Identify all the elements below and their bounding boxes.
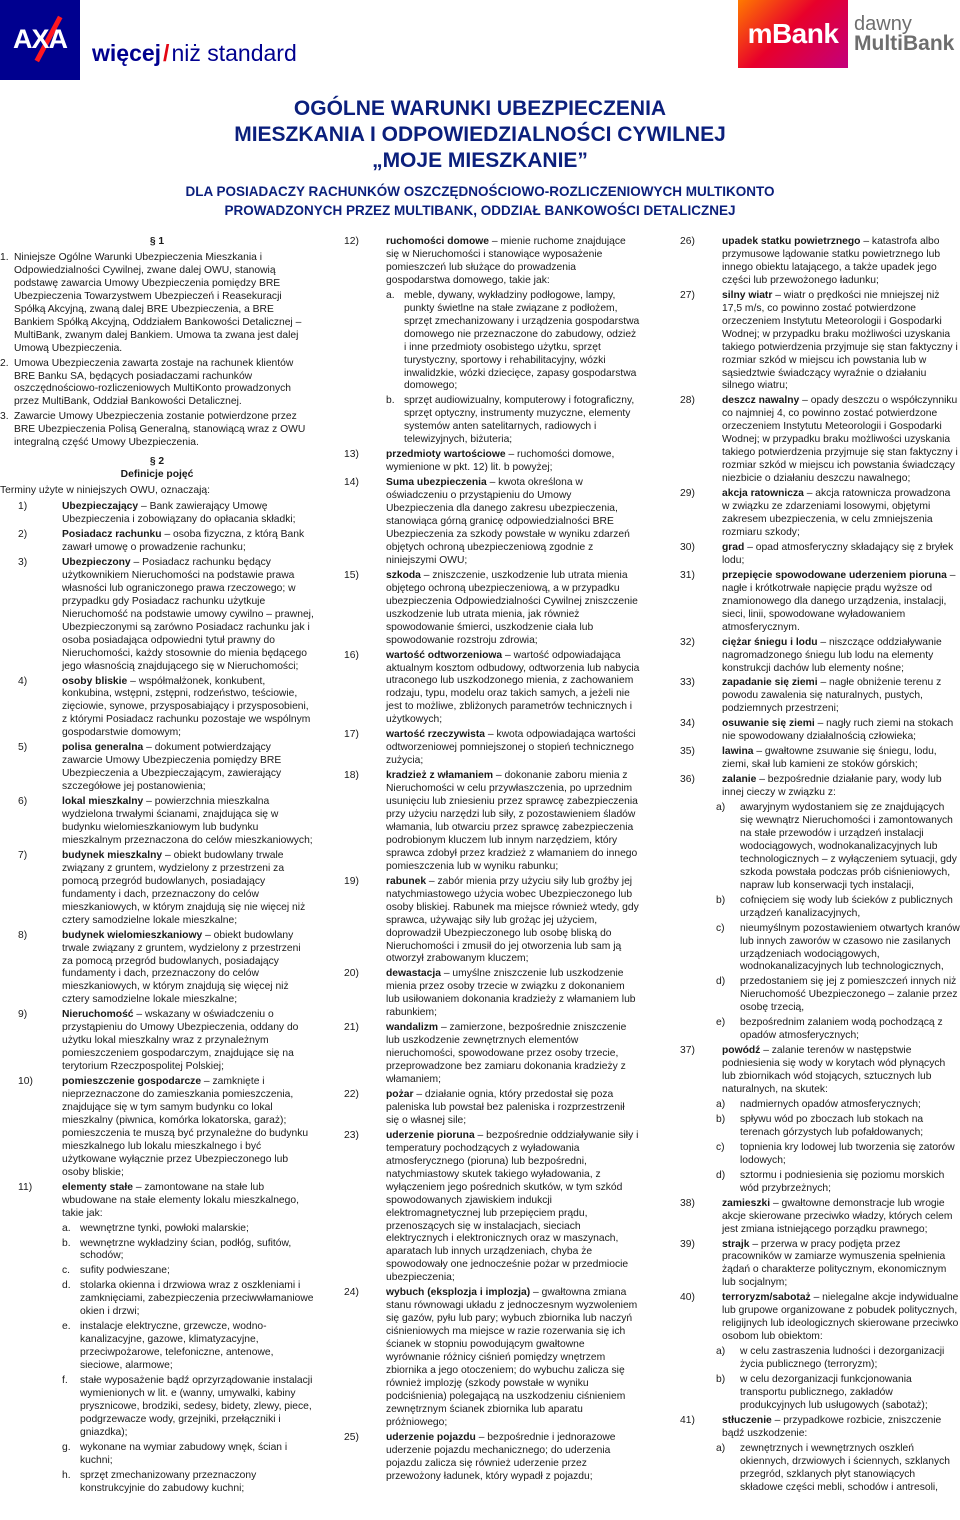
definitions-list-1 [0,501,314,1496]
definition-text: – kwota odpowiadająca wartości odtworzeniowej pomniejszonej o stopień technicznego zużycia; [386,729,636,767]
definition-number: 35) [680,746,695,758]
column-3 [676,236,960,1497]
subitem-letter: a. [386,289,395,301]
definition-subitem [0,1321,314,1373]
title-line1: OGÓLNE WARUNKI UBEZPIECZENIA [293,97,667,120]
subitem-text: topnienia kry lodowej lub tworzenia się zatorów lodowych; [740,1141,955,1166]
definition-text: – bezpośrednie działanie pary, wody lub innej cieczy w związku z: [722,774,942,799]
definition-number: 22) [344,1089,359,1100]
definition-number: 14) [344,477,359,489]
definition-term: budynek mieszkalny [62,849,163,861]
subitem-text: stolarka okienna i drzwiowa wraz z oszkleniami i zamknięciami, zabezpieczenia przeciwwłamaniowe okien i drzwi; [80,1280,314,1318]
definition-text: – zamontowane na stałe lub wbudowane na stałe elementy lokalu mieszkalnego, takie jak: [62,1181,299,1219]
definition-text: – gwałtowne demonstracje lub wrogie akcje skierowane przeciwko władzy, których celem jest zmiana istniejącego porządku prawnego; [722,1197,953,1235]
definition-number: 21) [344,1022,359,1034]
definition-text: – powierzchnia mieszkalna wydzielona trwałymi ścianami, znajdująca się w budynku wielomieszkaniowym lub budynku mieszkalnym przeznaczona do celów mieszkaniowych; [62,796,313,846]
definition-item [676,570,960,635]
definition-number: 11) [18,1181,33,1193]
dawny-line2: MultiBank [854,32,955,55]
definition-item [340,477,640,568]
s1-paragraph [0,252,314,356]
subitem-letter: c) [716,922,725,934]
definition-number: 16) [344,649,359,661]
subitem-letter: a) [716,1442,726,1454]
definition-number: 26) [680,236,695,247]
definition-item [340,650,640,728]
section-2-heading: § 2 [149,456,165,468]
subitem-letter: e. [62,1321,71,1333]
definition-subitem [0,1375,314,1440]
definition-item [0,850,314,928]
definition-item [340,1022,640,1087]
definition-subitem [0,1470,314,1496]
definition-term: elementy stałe [62,1181,133,1193]
definition-term: budynek wielomieszkaniowy [62,929,203,941]
definition-term: powódź [722,1045,761,1057]
definition-item [676,236,960,288]
definition-item [676,774,960,800]
definition-number: 2) [18,529,28,541]
definition-item [0,557,314,674]
definition-number: 34) [680,718,695,730]
s1-p2-text: Umowa Ubezpieczenia zawarta zostaje na rachunek klientów BRE Banku SA, będących posiadaczami rachunków oszczędnościowo-rozliczeniowych MultiKonto prowadzonych przez MultiBank, Oddział Bankowości Detalicznej. [14,357,294,408]
definition-text: – ruchomości domowe, wymienione w pkt. 12) lit. b powyżej; [386,449,615,474]
definition-term: ruchomości domowe [386,236,489,247]
definition-text: – zniszczenie, uszkodzenie lub utrata mienia objętego ochroną ubezpieczeniową, a w przypadku ubezpieczenia Odpowiedzialności Cywilnej zniszczenie uszkodzenie lub utrata mienia, jak również spowodowanie śmierci, uszkodzenie ciała lub spowodowanie rozstroju zdrowia; [386,569,638,646]
definition-subitem [676,1099,960,1112]
definition-item [676,1045,960,1097]
definition-text: – współmałżonek, konkubent, konkubina, wstępni, zstępni, rodzeństwo, teściowie, zięciowie, synowe, przysposabiający i przysposobieni, z którymi Posiadacz rachunku pozostaje we wspólnym gospodarstwie domowym; [62,675,311,739]
subitem-letter: a) [716,1099,726,1110]
definition-text: – działanie ognia, który przedostał się poza paleniska lub powstał bez paleniska i rozprzestrzenił się o własnej sile; [386,1089,625,1126]
dawny-line1: dawny [854,13,912,35]
subitem-letter: a. [62,1222,71,1234]
subitem-text: cofnięciem się wody lub ścieków z publicznych urządzeń kanalizacyjnych, [740,894,953,919]
subitem-letter: a) [716,802,726,814]
subitem-letter: b) [716,894,726,906]
definition-number: 10) [18,1076,33,1088]
definition-subitem [676,1142,960,1168]
definition-item [340,729,640,768]
definition-item [0,529,314,555]
axa-tagline [92,40,297,67]
definition-term: wartość odtworzeniowa [386,649,503,661]
definition-subitem [0,1238,314,1264]
definition-term: rabunek [386,875,427,887]
definition-text: – zamknięte i nieprzeznaczone do zamieszkania pomieszczenia, znajdujące się w tym samym budynku co lokal mieszkalny (piwnica, komórka lokatorska, garaż); pomieszczenia te muszą być przynależne do budynku mieszkalnego lub lokalu mieszkalnego i być użytkowane wyłącznie przez Ubezpieczonego lub osoby bliskie; [62,1076,309,1178]
definition-subitem [0,1442,314,1468]
definition-number: 37) [680,1045,695,1057]
definition-subitem [676,802,960,893]
definition-number: 19) [344,875,359,887]
definition-term: Suma ubezpieczenia [386,477,487,489]
title-line5: PROWADZONYCH PRZEZ MULTIBANK, ODDZIAŁ BANKOWOŚCI DETALICZNEJ [224,203,736,218]
subitem-letter: b. [62,1237,71,1249]
subitem-letter: g. [62,1441,71,1453]
definition-number: 40) [680,1292,695,1304]
dawny-multibank [854,14,954,54]
definition-item [676,1292,960,1344]
definition-item [0,796,314,848]
definition-subitem [676,1346,960,1372]
definition-text: – dokonanie zaboru mienia z Nieruchomości w celu przywłaszczenia, po uprzednim usunięciu lub zniesieniu przez sprawcę zabezpieczenia przy użyciu narzędzi lub siły, z pozostawieniem śladów włamania, lub otwarciu przez sprawcę zabezpieczenia podrobionym kluczem lub innym narzędziem, który sprawca zdobył przez kradzież z włamaniem do innego pomieszczenia lub w wyniku rabunku; [386,770,638,872]
definition-term: stłuczenie [722,1414,772,1426]
definition-number: 20) [344,968,359,980]
definition-number: 25) [344,1431,359,1443]
definition-item [676,1239,960,1291]
tagline-rest: niż standard [171,40,297,66]
subitem-letter: f. [62,1375,68,1387]
definition-subitem [676,895,960,921]
definitions-intro: Terminy użyte w niniejszych OWU, oznaczają: [0,485,211,497]
definition-term: strajk [722,1238,750,1250]
definition-term: Nieruchomość [62,1009,134,1021]
axa-logo-text: AXA [12,24,67,54]
definition-term: wartość rzeczywista [386,729,486,741]
definition-text: – wskazany w oświadczeniu o przystąpieniu do Umowy Ubezpieczenia, oddany do użytku lokal mieszkalny wraz z przynależnym pomieszczeniem gospodarczym, znajdujące się na terytorium Rzeczpospolitej Polskiej; [62,1009,299,1073]
definition-item [0,1009,314,1074]
definition-number: 9) [18,1009,28,1021]
definition-subitem [340,395,640,447]
definition-term: Ubezpieczający [62,501,139,513]
definition-term: silny wiatr [722,289,773,301]
definition-subitem [0,1223,314,1236]
definition-text: – nagłe obniżenie terenu z powodu zawalenia się naturalnych, pustych, podziemnych przestrzeni; [722,677,942,715]
s1-paragraph [0,358,314,410]
definition-number: 3) [18,556,28,568]
definition-number: 38) [680,1197,695,1209]
definition-number: 27) [680,289,695,301]
s1-p2-number: 2. [0,357,9,369]
definition-number: 5) [18,742,28,754]
definition-item [676,395,960,486]
subitem-text: sufity podwieszane; [80,1265,170,1277]
definition-text: – bezpośrednie oddziaływanie siły i temperatury pochodzących z wyładowania atmosferycznego (pioruna) lub bezpośredni, natychmiastowy skutek takiego wyładowania, z wyłączeniem jego pośrednich skutków, w tym szkód spowodowanych zjawiskiem indukcji elektromagnetycznej lub przepięciem prądu, przenoszących się w instalacjach, sieciach elektrycznych i elektronicznych oraz w maszynach, aparatach lub innych urządzeniach, chyba że spowodowały one jednocześnie pożar w przedmiocie ubezpieczenia; [386,1129,639,1284]
definition-text: – nagłe i krótkotrwałe napięcie prądu wyższe od znamionowego dla danego urządzenia, instalacji, sieci, linii, spowodowane wyładowaniem atmosferycznym. [722,569,956,633]
s1-p3-number: 3. [0,411,9,423]
subitem-letter: b. [386,395,395,407]
definition-term: osoby bliskie [62,675,128,687]
definition-number: 7) [18,849,28,861]
definition-text: – zabór mienia przy użyciu siły lub groźby jej natychmiastowego użycia wobec Ubezpieczonego lub osoby bliskiej. Rabunek ma miejsce również wtedy, gdy sprawca, używając siły lub grożąc jej użyciem, doprowadził Ubezpieczonego lub osobę bliską do Nieruchomości i zmusił do jej otworzenia lub sam ją otworzył zrabowanym kluczem; [386,875,639,965]
definition-text: – obiekt budowlany trwale związany z gruntem, wydzielony z przestrzeni za pomocą przegród budowlanych, posiadający fundamenty i dach, przeznaczony do celów mieszkaniowych, w którym znajdują się więcej niż cztery samodzielne lokale mieszkalne; [62,929,301,1006]
definition-text: – przerwa w pracy podjęta przez pracowników w zamiarze wymuszenia spełnienia żądań o charakterze politycznym, ekonomicznym lub socjalnym; [722,1238,947,1289]
definition-term: przepięcie spowodowane uderzeniem pioruna [722,569,947,581]
subitem-text: nieumyślnym pozostawieniem otwartych kranów lub innych zaworów w czasowo nie zasilanych urządzeniach wodociągowych, wodnokanalizacyjnych lub technologicznych, [740,922,960,973]
definition-item [0,1182,314,1221]
definition-term: grad [722,541,745,553]
axa-logo [0,0,80,80]
subitem-text: stałe wyposażenie bądź oprzyrządowanie instalacji wymienionych w lit. e (wanny, umywalki, kabiny prysznicowe, brodziki, sedesy, bidety, zlewy, piece, podgrzewacze wody, grzejniki, przełączniki i gniazdka); [80,1375,313,1438]
subitem-text: przedostaniem się jej z pomieszczeń innych niż Nieruchomość Ubezpieczonego – zalanie przez osobę trzecią, [740,976,958,1014]
definition-number: 1) [18,501,28,513]
title-line4: DLA POSIADACZY RACHUNKÓW OSZCZĘDNOŚCIOWO-ROZLICZENIOWYCH MULTIKONTO [185,184,775,199]
subitem-letter: d) [716,976,726,988]
subitem-letter: b) [716,1113,726,1125]
definition-text: – przypadkowe rozbicie, zniszczenie bądź uszkodzenie: [722,1414,942,1439]
column-1 [0,236,314,1498]
definition-item [340,968,640,1020]
definition-term: zamieszki [722,1197,771,1209]
subitem-text: bezpośrednim zalaniem wodą pochodzącą z opadów atmosferycznych; [740,1017,943,1042]
definition-text: – umyślne zniszczenie lub uszkodzenie mienia przez osoby trzecie w związku z dokonaniem lub usiłowaniem dokonania kradzieży z włamaniem lub rabunkiem; [386,968,636,1019]
subitem-letter: d) [716,1169,726,1181]
page-header [0,0,960,88]
subitem-text: sprzęt audiowizualny, komputerowy i fotograficzny, sprzęt optyczny, instrumenty muzyczne, elementy systemów anten satelitarnych, radiowych i telewizyjnych, biżuteria; [404,395,635,446]
definition-term: osuwanie się ziemi [722,718,815,730]
definition-term: szkoda [386,569,421,581]
section-2-subheading: Definicje pojęć [120,469,194,481]
definition-number: 23) [344,1129,359,1141]
definition-item [676,677,960,716]
subitem-letter: e) [716,1017,726,1029]
definition-term: deszcz nawalny [722,395,800,407]
definition-subitem [676,1443,960,1495]
definition-number: 18) [344,770,359,782]
definition-text: – gwałtowna zmiana stanu równowagi układu z jednoczesnym wyzwoleniem się gazów, pyłu lub pary; wybuch zbiornika lub naczyń ciśnieniowych ma miejsce w razie rozerwania się ich ścianek w stopniu powodującym gwałtowne wyrównanie różnicy ciśnień pomiędzy wnętrzem zbiornika a jego otoczeniem; do wybuchu zalicza się również implozję (szkody powstałe w wyniku podciśnienia) polegającą na uszkodzeniu ciśnieniem zewnętrznym ścianek zbiornika lub aparatu próżniowego; [386,1287,638,1428]
definition-text: – osoba fizyczna, z którą Bank zawarł umowę o prowadzenie rachunku; [62,529,305,553]
definition-number: 12) [344,236,359,247]
definition-item [340,570,640,648]
definition-term: upadek statku powietrznego [722,236,861,247]
subitem-letter: d. [62,1280,71,1292]
definition-text: – katastrofa albo przymusowe lądowanie statku powietrznego lub innego obiektu latającego, a także upadek jego części lub przewożonego ładunku; [722,236,941,286]
subitem-text: instalacje elektryczne, grzewcze, wodno-kanalizacyjne, gazowe, klimatyzacyjne, przeciwpożarowe, telefoniczne, antenowe, sieciowe, alarmowe; [80,1321,274,1372]
definition-subitem [340,290,640,394]
definition-item [340,876,640,967]
definition-term: wybuch (eksplozja i implozja) [386,1287,531,1299]
definition-number: 29) [680,488,695,500]
subitem-text: wewnętrzne wykładziny ścian, podłóg, sufitów, schodów; [80,1237,292,1262]
title-line3: „MOJE MIESZKANIE” [372,149,588,172]
definition-text: – Bank zawierający Umowę Ubezpieczenia i zobowiązany do opłacania składki; [62,501,296,526]
definition-text: – zalanie terenów w następstwie podniesienia się wody w korytach wód płynących lub zbiornikach wód stojących, sztucznych lub naturalnych, na skutek: [722,1045,946,1096]
definition-text: – kwota określona w oświadczeniu o przystąpieniu do Umowy Ubezpieczenia dla danego zakresu ubezpieczenia, stanowiąca górną granicę odpowiedzialności BRE Ubezpieczenia za szkody powstałe w wyniku zdarzeń objętych ochroną ubezpieczeniową zgodnie z niniejszymi OWU; [386,477,630,566]
s1-p1-text: Niniejsze Ogólne Warunki Ubezpieczenia Mieszkania i Odpowiedzialności Cywilnej, zwane dalej OWU, stanowią podstawę zawarcia Umowy Ubezpieczenia pomiędzy BRE Ubezpieczenia Towarzystwem Ubezpieczeń i Reasekuracji Spółką Akcyjną, zwaną dalej BRE Ubezpieczenia, a BRE Bankiem Spółką Akcyjną, Oddziałem Bankowości Detalicznej – MultiBank, zwanym dalej Bankiem. Umowa ta zwana jest dalej Umową Ubezpieczenia. [14,251,302,354]
subitem-text: nadmiernych opadów atmosferycznych; [740,1099,921,1110]
definition-term: akcja ratownicza [722,488,804,500]
definition-term: terroryzm/sabotaż [722,1292,811,1304]
definition-text: – opad atmosferyczny składający się z bryłek lodu; [722,541,954,566]
definition-number: 31) [680,569,695,581]
definition-item [0,742,314,794]
tagline-bold: więcej [92,40,162,66]
definition-term: lokal mieszkalny [62,796,144,808]
definition-item [676,1415,960,1441]
definition-item [340,1287,640,1429]
definition-text: – wiatr o prędkości nie mniejszej niż 17,5 m/s, co powinno zostać potwierdzone orzeczeniem Instytutu Meteorologii i Gospodarki Wodnej; w przypadku braku możliwości uzyskania takiego potwierdzenia przyjmuje się stan faktyczny i rozmiar szkód w miejscu ich powstania lub w sąsiedztwie świadczący wyraźnie o działaniu silnego wiatru; [722,289,958,392]
definition-text: – dokument potwierdzający zawarcie Umowy Ubezpieczenia pomiędzy BRE Ubezpieczenia a Ubezpieczającym, zawierający szczegółowe jej postanowienia; [62,742,282,793]
definition-subitem [676,923,960,975]
section-1-heading: § 1 [149,236,165,247]
definition-term: uderzenie pioruna [386,1129,475,1141]
definition-term: wandalizm [386,1022,439,1034]
definition-term: dewastacja [386,968,441,980]
subitem-text: spływu wód po zboczach lub stokach na terenach górzystych lub pofałdowanych; [740,1113,924,1138]
subitem-text: wykonane na wymiar zabudowy wnęk, ścian i kuchni; [80,1441,288,1466]
definition-item [340,770,640,874]
definition-subitem [676,1017,960,1043]
subitem-letter: a) [716,1346,726,1358]
definition-number: 28) [680,395,695,407]
definition-number: 30) [680,541,695,553]
tagline-slash: / [163,40,170,66]
definition-text: – obiekt budowlany trwale związany z gruntem, wydzielony z przestrzeni za pomocą przegród budowlanych, posiadający fundamenty i dach, przeznaczony do celów mieszkaniowych, w którym znajdują się nie więcej niż cztery samodzielne lokale mieszkalne; [62,849,306,926]
definition-number: 4) [18,675,28,687]
definition-number: 24) [344,1287,359,1299]
definition-subitem [676,1170,960,1196]
definition-term: zapadanie się ziemi [722,677,818,689]
subitem-letter: c. [62,1265,71,1277]
definition-subitem [676,976,960,1015]
subitem-letter: b) [716,1374,726,1386]
definition-number: 33) [680,677,695,689]
definition-number: 36) [680,774,695,786]
definition-number: 8) [18,929,28,941]
definition-subitem [0,1280,314,1319]
column-2 [340,236,640,1486]
title-line2: MIESZKANIA I ODPOWIEDZIALNOŚCI CYWILNEJ [234,123,726,146]
definition-item [676,1198,960,1237]
definition-text: – wartość odpowiadająca aktualnym kosztom odbudowy, odtworzenia lub nabycia utraconego lub uszkodzonego mienia, z zachowaniem rodzaju, typu, modelu oraz takich samych, a jeżeli nie jest to możliwe, zbliżonych parametrów technicznych i użytkowych; [386,649,640,726]
subitem-text: awaryjnym wydostaniem się ze znajdujących się wewnątrz Nieruchomości i zamontowanych na stałe przewodów i urządzeń instalacji wodociągowych, wodnokanalizacyjnych lub technologicznych – z wyłączeniem sytuacji, gdy szkoda powstała podczas prób ciśnieniowych, napraw lub konserwacji tych instalacji, [740,802,957,891]
definition-item [676,746,960,772]
definition-text: – akcja ratownicza prowadzona w związku ze zdarzeniami losowymi, objętymi zakresem ubezpieczenia, w celu zmniejszenia rozmiaru szkody; [722,488,951,538]
definition-item [0,501,314,527]
subitem-letter: c) [716,1141,725,1153]
definition-item [340,1432,640,1484]
definition-item [340,1130,640,1285]
definition-text: – bezpośrednie i jednorazowe uderzenie pojazdu mechanicznego; do uderzenia pojazdu zalicza się również uderzenie przez przewożony ładunek, który wypadł z pojazdu; [386,1431,616,1482]
definition-number: 6) [18,796,28,808]
subitem-letter: h. [62,1469,71,1481]
definition-term: ciężar śniegu i lodu [722,636,818,648]
definition-term: pożar [386,1089,414,1100]
definition-item [676,488,960,540]
definition-item [676,290,960,394]
s1-p3-text: Zawarcie Umowy Ubezpieczenia zostanie potwierdzone przez BRE Ubezpieczenia Polisą Generalną, stanowiącą wraz z OWU integralną część Umowy Ubezpieczenia. [14,411,306,449]
definition-item [676,637,960,676]
definition-number: 15) [344,569,359,581]
subitem-text: zewnętrznych i wewnętrznych oszkleń okiennych, drzwiowych i ściennych, szklanych przegród, szklanych płyt stanowiących składowe części mebli, schodów i antresoli, [740,1442,951,1493]
definition-text: – mienie ruchome znajdujące się w Nieruchomości i stanowiące wyposażenie pomieszczeń lub służące do prowadzenia gospodarstwa domowego, takie jak: [386,236,626,286]
definition-item [340,449,640,475]
definition-number: 39) [680,1238,695,1250]
definition-text: – niszczące oddziaływanie nagromadzonego śniegu lub lodu na elementy konstrukcji dachów lub elementy nośne; [722,636,942,674]
definition-item [0,1076,314,1180]
definition-subitem [676,1114,960,1140]
definition-text: – nagły ruch ziemi na stokach nie spowodowany działalnością człowieka; [722,718,954,743]
mbank-logo-text: mBank [747,18,839,49]
definition-term: uderzenie pojazdu [386,1431,476,1443]
definition-term: polisa generalna [62,742,144,754]
definition-term: lawina [722,746,754,758]
definition-item [676,542,960,568]
s1-paragraph [0,411,314,450]
definition-term: kradzież z włamaniem [386,770,494,782]
definition-number: 13) [344,449,359,461]
definition-term: Posiadacz rachunku [62,529,162,541]
definition-subitem [676,1374,960,1413]
definition-text: – nielegalne akcje indywidualne lub grupowe organizowane z pobudek politycznych, religijnych lub ideologicznych skierowane przeciwko osobom lub obiektom: [722,1292,959,1343]
subitem-text: w celu zastraszenia ludności i dezorganizacji życia publicznego (terroryzm); [740,1346,945,1371]
definition-text: – opady deszczu o współczynniku co najmniej 4, co powinno zostać potwierdzone orzeczeniem Instytutu Meteorologii i Gospodarki Wodnej; w przypadku braku możliwości uzyskania takiego potwierdzenia przyjmuje się stan faktyczny i rozmiar szkód w miejscu ich powstania świadczący niezbicie o działaniu deszczu nawalnego; [722,395,958,485]
definition-term: zalanie [722,774,757,786]
definition-text: – zamierzone, bezpośrednie zniszczenie lub uszkodzenie zewnętrznych elementów nieruchomości, spowodowane przez osoby trzecie, przeprowadzone bez zamiaru dokonania kradzieży z włamaniem; [386,1022,627,1086]
subitem-text: meble, dywany, wykładziny podłogowe, lampy, punkty świetlne na stałe związane z podłożem, sprzęt zmechanizowany i urządzenia gospodarstwa domowego nie przeznaczone do zabudowy, odzież i inne przedmioty osobistego użytku, sprzęt turystyczny, sportowy i rehabilitacyjny, wózki inwalidzkie, wózki dziecięce, zapasy gospodarstwa domowego; [404,289,640,392]
definition-term: pomieszczenie gospodarcze [62,1076,202,1088]
definition-item [676,718,960,744]
definition-number: 17) [344,729,359,741]
subitem-text: sztormu i podniesienia się poziomu morskich wód przybrzeżnych; [740,1169,945,1194]
definition-number: 32) [680,636,695,648]
mbank-logo [738,0,848,68]
definition-item [0,676,314,741]
definition-item [0,930,314,1008]
definition-item [340,1089,640,1128]
definition-subitem [0,1265,314,1278]
definition-number: 41) [680,1414,695,1426]
definition-text: – gwałtowne zsuwanie się śniegu, lodu, ziemi, skał lub kamieni ze stoków górskich; [722,746,937,771]
s1-p1-number: 1. [0,251,9,263]
definition-term: przedmioty wartościowe [386,449,506,461]
definition-text: – Posiadacz rachunku będący użytkownikiem Nieruchomości na podstawie prawa własności lub ograniczonego prawa rzeczowego; w przypadku gdy Posiadacz rachunku użytkuje Nieruchomość na podstawie umowy cywilno – prawnej, Ubezpieczonymi są zarówno Posiadacz rachunku jak i osoba posiadająca odpowiedni tytuł prawny do Nieruchomości, każdy stosownie do mienia będącego jego własnością znajdującego się w Nieruchomości; [62,556,314,672]
subitem-text: sprzęt zmechanizowany przeznaczony konstrukcyjnie do zabudowy kuchni; [80,1469,257,1494]
subitem-text: w celu dezorganizacji funkcjonowania transportu publicznego, zakładów produkcyjnych lub usługowych (sabotaż); [740,1374,928,1411]
subitem-text: wewnętrzne tynki, powłoki malarskie; [80,1222,249,1234]
definition-item [340,236,640,288]
definition-term: Ubezpieczony [62,556,131,568]
